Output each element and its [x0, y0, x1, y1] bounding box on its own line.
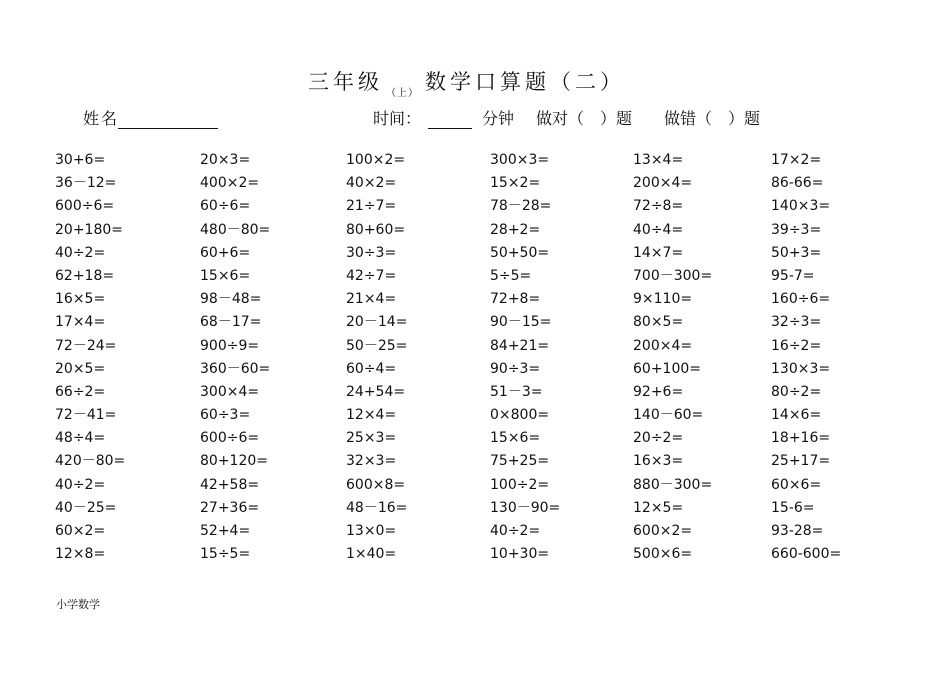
title-grade: 三年级	[308, 70, 383, 94]
problem-item: 51－3=	[490, 383, 543, 400]
problem-item: 420－80=	[55, 453, 126, 470]
problem-item: 130－90=	[490, 499, 561, 516]
problem-item: 60+100=	[633, 360, 701, 377]
problem-item: 15×2=	[490, 175, 541, 192]
problem-item: 48÷4=	[55, 430, 106, 447]
problem-item: 140×3=	[771, 198, 831, 215]
problem-item: 66÷2=	[55, 383, 106, 400]
problem-item: 86-66=	[771, 175, 824, 192]
problem-item: 100×2=	[346, 152, 406, 168]
problem-item: 50+3=	[771, 244, 822, 261]
problem-item: 80+60=	[346, 221, 406, 238]
page-title	[0, 66, 950, 99]
problem-item: 21×4=	[346, 291, 397, 308]
problem-item: 40×2=	[346, 175, 397, 192]
name-blank-line	[118, 128, 218, 129]
title-subject: 数学口算题（二）	[425, 70, 625, 94]
problem-item: 80×5=	[633, 314, 684, 331]
problem-item: 1×40=	[346, 546, 397, 563]
problem-item: 480－80=	[200, 221, 271, 238]
problem-item: 600×2=	[633, 523, 693, 539]
problem-item: 5÷5=	[490, 267, 532, 284]
problem-item: 21÷7=	[346, 198, 397, 215]
problem-item: 12×8=	[55, 546, 106, 563]
problem-item: 72÷8=	[633, 198, 684, 215]
problem-item: 72－41=	[55, 407, 117, 424]
problem-item: 60×6=	[771, 476, 822, 493]
problem-item: 10+30=	[490, 546, 550, 563]
correct-count-label: 做对（ ）题	[536, 109, 633, 128]
problem-item: 52+4=	[200, 523, 251, 539]
problem-item: 700－300=	[633, 267, 713, 284]
problem-item: 15×6=	[200, 267, 251, 284]
problem-item: 40÷2=	[55, 476, 106, 493]
problem-item: 20－14=	[346, 314, 408, 331]
problem-item: 40÷2=	[490, 523, 541, 539]
problem-item: 80÷2=	[771, 383, 822, 400]
problem-item: 60÷6=	[200, 198, 251, 215]
problem-item: 27+36=	[200, 499, 260, 516]
problem-item: 13×4=	[633, 152, 684, 168]
problem-item: 93-28=	[771, 523, 824, 539]
minutes-label: 分钟	[482, 109, 515, 128]
problem-item: 600÷6=	[200, 430, 260, 447]
problem-item: 95-7=	[771, 267, 815, 284]
problem-item: 30÷3=	[346, 244, 397, 261]
problem-item: 130×3=	[771, 360, 831, 377]
problem-item: 24+54=	[346, 383, 406, 400]
problem-item: 42+58=	[200, 476, 260, 493]
problem-item: 60+6=	[200, 244, 251, 261]
problem-item: 16÷2=	[771, 337, 822, 354]
problem-item: 0×800=	[490, 407, 550, 424]
problem-item: 140－60=	[633, 407, 704, 424]
problem-column	[490, 150, 560, 567]
problem-item: 80+120=	[200, 453, 268, 470]
problem-item: 14×7=	[633, 244, 684, 261]
problem-item: 200×4=	[633, 175, 693, 192]
problem-item: 78－28=	[490, 198, 552, 215]
problem-item: 500×6=	[633, 546, 693, 563]
problem-item: 300×3=	[490, 152, 550, 168]
footer-text: 小学数学	[56, 598, 100, 611]
problem-item: 300×4=	[200, 383, 260, 400]
student-info-row	[0, 106, 950, 132]
problem-item: 16×3=	[633, 453, 684, 470]
problem-item: 12×4=	[346, 407, 397, 424]
problem-item: 48－16=	[346, 499, 408, 516]
problem-item: 400×2=	[200, 175, 260, 192]
problem-item: 36－12=	[55, 175, 117, 192]
problem-item: 20÷2=	[633, 430, 684, 447]
problem-item: 40÷4=	[633, 221, 684, 238]
problem-item: 32×3=	[346, 453, 397, 470]
problem-item: 30+6=	[55, 152, 106, 168]
problem-column	[200, 150, 270, 567]
time-label: 时间：	[373, 109, 422, 128]
problem-item: 20+180=	[55, 221, 123, 238]
problem-item: 880－300=	[633, 476, 713, 493]
problem-item: 160÷6=	[771, 291, 831, 308]
problem-item: 25×3=	[346, 430, 397, 447]
problem-item: 100÷2=	[490, 476, 550, 493]
problem-item: 39÷3=	[771, 221, 822, 238]
problem-item: 50－25=	[346, 337, 408, 354]
problem-column	[346, 150, 407, 567]
problem-item: 25+17=	[771, 453, 831, 470]
problem-item: 600×8=	[346, 476, 406, 493]
problem-item: 9×110=	[633, 291, 693, 308]
problem-item: 17×2=	[771, 152, 822, 168]
problem-column	[771, 150, 841, 567]
problem-item: 600÷6=	[55, 198, 115, 215]
problem-item: 15×6=	[490, 430, 541, 447]
problem-item: 15-6=	[771, 499, 815, 516]
problem-item: 15÷5=	[200, 546, 251, 563]
problem-column	[633, 150, 712, 567]
problem-item: 20×3=	[200, 152, 251, 168]
problem-item: 98－48=	[200, 291, 262, 308]
problem-item: 60×2=	[55, 523, 106, 539]
problem-item: 14×6=	[771, 407, 822, 424]
problem-item: 18+16=	[771, 430, 831, 447]
problem-item: 68－17=	[200, 314, 262, 331]
problem-item: 90÷3=	[490, 360, 541, 377]
problem-item: 50+50=	[490, 244, 550, 261]
problem-item: 75+25=	[490, 453, 550, 470]
problem-item: 90－15=	[490, 314, 552, 331]
problem-item: 42÷7=	[346, 267, 397, 284]
problem-item: 13×0=	[346, 523, 397, 539]
problem-item: 200×4=	[633, 337, 693, 354]
problem-item: 20×5=	[55, 360, 106, 377]
problem-item: 60÷3=	[200, 407, 251, 424]
problem-column	[55, 150, 125, 567]
problem-item: 660-600=	[771, 546, 842, 563]
name-label: 姓名	[83, 109, 120, 128]
problem-item: 12×5=	[633, 499, 684, 516]
problem-item: 28+2=	[490, 221, 541, 238]
problem-item: 84+21=	[490, 337, 550, 354]
title-semester: （上）	[386, 88, 419, 99]
problem-item: 900÷9=	[200, 337, 260, 354]
problem-item: 72－24=	[55, 337, 117, 354]
problem-item: 40－25=	[55, 499, 117, 516]
problem-item: 72+8=	[490, 291, 541, 308]
problem-item: 60÷4=	[346, 360, 397, 377]
problem-item: 17×4=	[55, 314, 106, 331]
time-blank-line	[428, 128, 472, 129]
problem-item: 40÷2=	[55, 244, 106, 261]
problem-item: 32÷3=	[771, 314, 822, 331]
problem-item: 62+18=	[55, 267, 115, 284]
problem-item: 92+6=	[633, 383, 684, 400]
problem-item: 16×5=	[55, 291, 106, 308]
problem-item: 360－60=	[200, 360, 271, 377]
wrong-count-label: 做错（ ）题	[664, 109, 761, 128]
